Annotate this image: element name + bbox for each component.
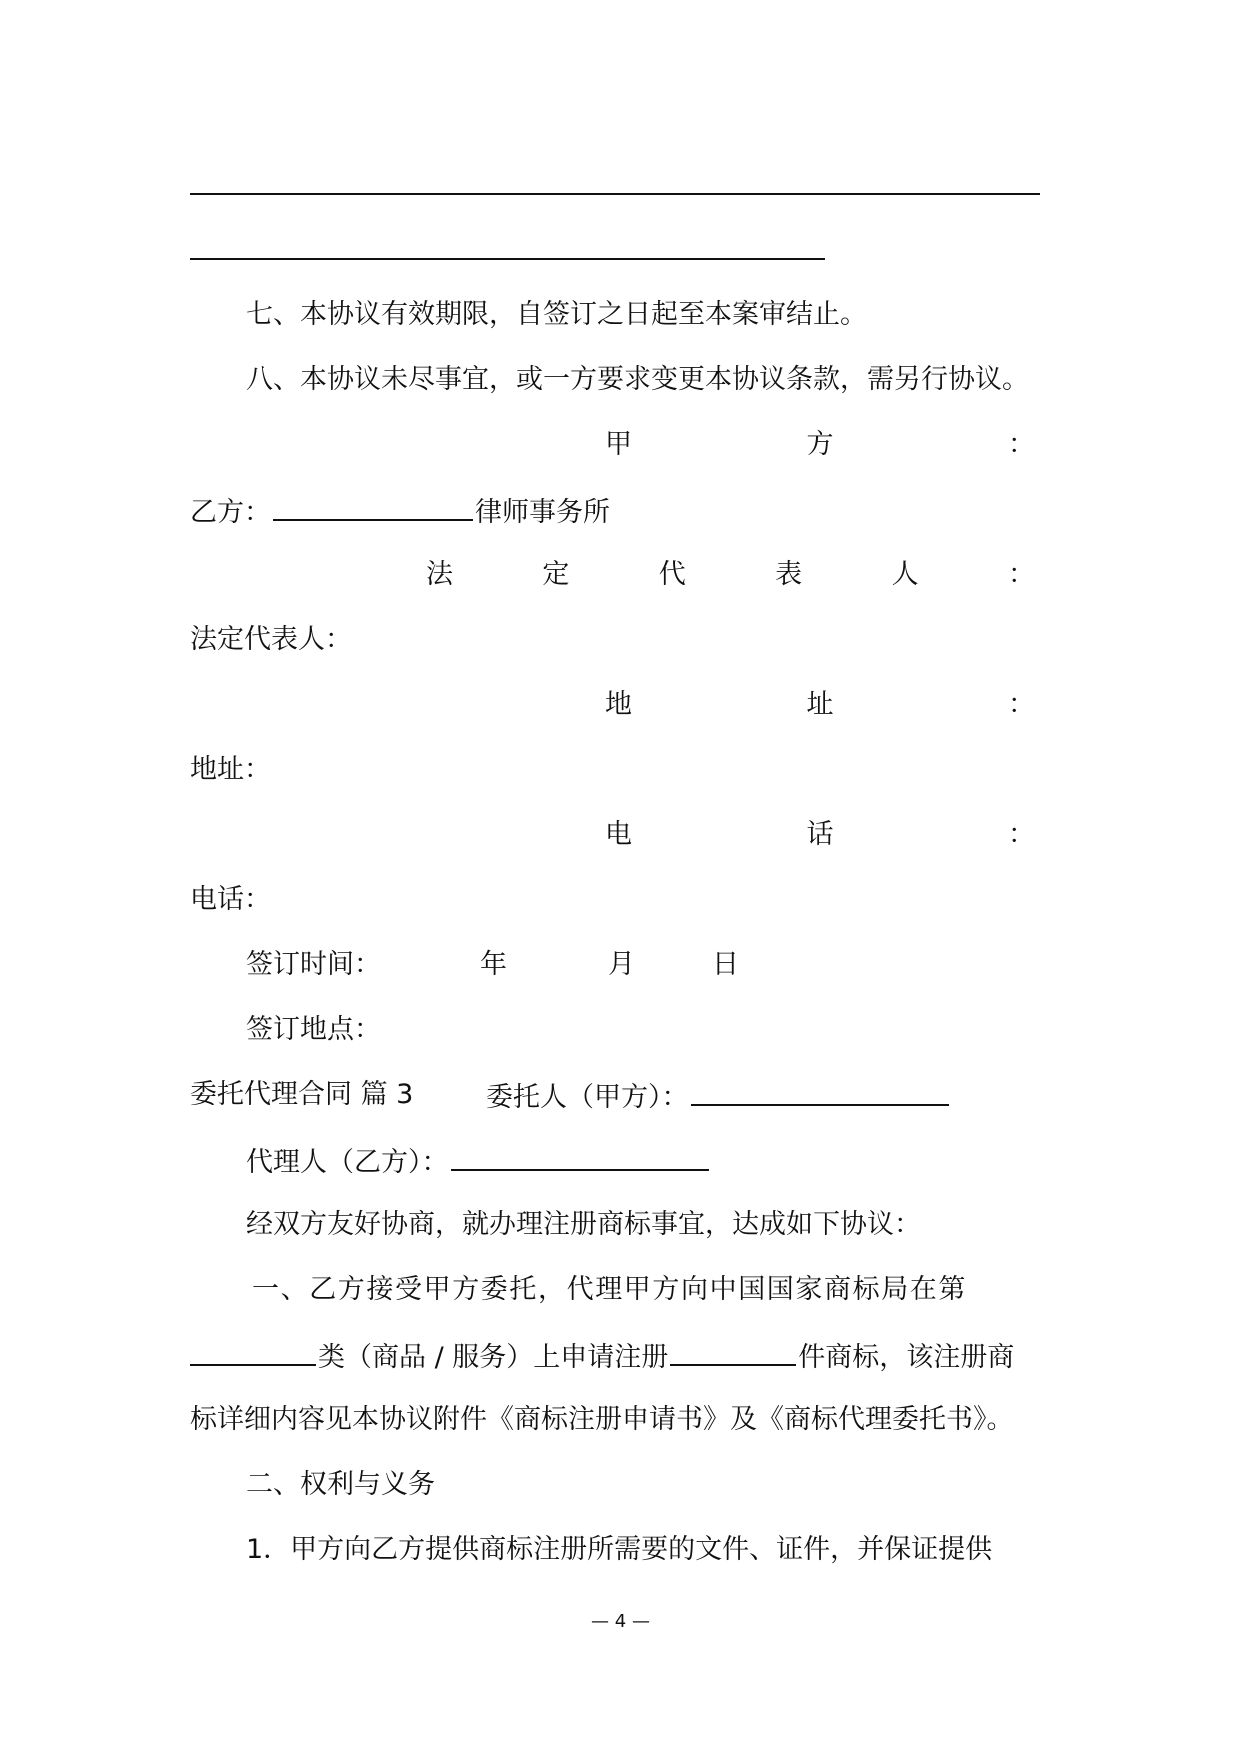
agent-label: 代理人（乙方）：	[246, 1147, 449, 1178]
section-2-heading: 二、权利与义务	[246, 1469, 435, 1500]
party-b-blank	[273, 493, 473, 521]
item-1-line-3: 标详细内容见本协议附件《商标注册申请书》及《商标代理委托书》。	[190, 1404, 1014, 1435]
blank-line-1	[190, 193, 1040, 195]
legal-rep-label: 法定代表人：	[190, 624, 352, 655]
address-spread-line	[605, 688, 1035, 722]
legal-rep-char: 人	[891, 559, 919, 590]
page-number: — 4 —	[591, 1611, 650, 1632]
party-b-label: 乙方：	[190, 497, 271, 528]
contract-title: 委托代理合同 篇 3	[190, 1079, 414, 1110]
address-label: 地址：	[190, 754, 271, 785]
legal-rep-colon: ：	[1007, 559, 1035, 590]
party-a-char: 甲	[605, 429, 632, 460]
address-colon: ：	[1008, 689, 1035, 720]
party-a-line	[605, 428, 1035, 462]
phone-char: 话	[806, 819, 834, 850]
contract-intro: 经双方友好协商，就办理注册商标事宜，达成如下协议：	[246, 1209, 921, 1240]
class-blank	[190, 1338, 316, 1366]
sign-day: 日	[712, 949, 739, 980]
clause-7: 七、本协议有效期限，自签订之日起至本案审结止。	[246, 299, 867, 330]
phone-colon: ：	[1008, 819, 1035, 850]
contract-title-line	[190, 1078, 413, 1112]
address-char: 地	[605, 689, 632, 720]
sign-month: 月	[608, 949, 635, 980]
item-2-1: 1．甲方向乙方提供商标注册所需要的文件、证件，并保证提供	[246, 1534, 993, 1565]
address-char: 址	[806, 689, 834, 720]
agent-blank	[451, 1143, 709, 1171]
agent-line	[246, 1143, 711, 1180]
principal-blank	[691, 1078, 949, 1106]
blank-line-2	[190, 258, 825, 260]
party-b-line	[190, 493, 610, 530]
principal-line	[486, 1078, 951, 1115]
legal-rep-spread-line	[426, 558, 1035, 592]
legal-rep-char: 法	[426, 559, 453, 590]
principal-label: 委托人（甲方）：	[486, 1082, 689, 1113]
phone-label: 电话：	[190, 884, 271, 915]
party-b-suffix: 律师事务所	[475, 497, 610, 528]
clause-8: 八、本协议未尽事宜，或一方要求变更本协议条款，需另行协议。	[246, 364, 1029, 395]
item-1-line-2-a: 类（商品 / 服务）上申请注册	[318, 1342, 669, 1373]
sign-place-label: 签订地点：	[246, 1014, 381, 1045]
legal-rep-char: 表	[775, 559, 803, 590]
sign-year: 年	[480, 949, 507, 980]
phone-char: 电	[605, 819, 632, 850]
legal-rep-char: 代	[658, 559, 686, 590]
party-a-char: 方	[806, 429, 834, 460]
count-blank	[670, 1338, 796, 1366]
item-1-line-2	[190, 1338, 1014, 1375]
phone-spread-line	[605, 818, 1035, 852]
party-a-colon: ：	[1008, 429, 1035, 460]
item-1-line-2-b: 件商标，该注册商	[798, 1342, 1015, 1373]
item-1-line-1: 一、乙方接受甲方委托，代理甲方向中国国家商标局在第	[252, 1274, 967, 1305]
legal-rep-char: 定	[542, 559, 570, 590]
sign-time-label: 签订时间：	[246, 949, 381, 980]
